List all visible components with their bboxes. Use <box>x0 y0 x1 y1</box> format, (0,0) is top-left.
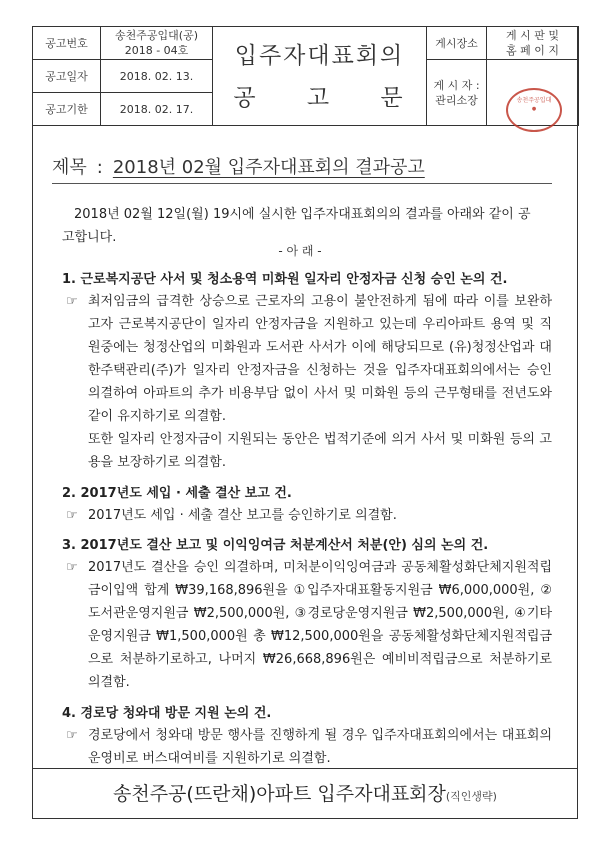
poster-cell <box>427 60 487 126</box>
pointing-hand-icon: ☞ <box>66 294 78 309</box>
notice-date-value: 2018. 02. 13. <box>101 60 213 93</box>
seal-text: 송천주공입대 <box>516 97 552 104</box>
footer-signer: 송천주공(뜨란채)아파트 입주자대표회장 <box>113 783 446 805</box>
subject-label: 제목 <box>52 157 87 178</box>
notice-no-label: 공고번호 <box>33 27 101 60</box>
post-location-value <box>487 27 579 60</box>
section-4-title: 4. 경로당 청와대 방문 지원 논의 건. <box>62 706 272 721</box>
subject-text: 2018년 02월 입주자대표회의 결과공고 <box>112 157 425 178</box>
post-location-line1: 게 시 판 및 <box>506 29 559 42</box>
notice-deadline-value: 2018. 02. 17. <box>101 93 213 126</box>
section-2 <box>62 484 552 527</box>
notice-date-label: 공고일자 <box>33 60 101 93</box>
subject-colon: : <box>96 157 103 178</box>
poster-value: 관리소장 <box>435 93 478 107</box>
pointing-hand-icon: ☞ <box>66 728 78 743</box>
notice-title <box>213 27 427 126</box>
post-location-label: 게시장소 <box>427 27 487 60</box>
section-4-para-1: 경로당에서 청와대 방문 행사를 진행하게 될 경우 입주자대표회의에서는 대표회의 운영비로 버스대여비를 지원하기로 의결함. <box>88 728 552 766</box>
subject-line <box>52 153 552 184</box>
section-1-para-2: 또한 일자리 안정자금이 지원되는 동안은 법적기준에 의거 사서 및 미화원 등의 고용을 보장하기로 의결함. <box>88 432 552 470</box>
notice-header-table <box>32 26 579 126</box>
footer-note: (직인생략) <box>445 790 497 803</box>
footer-signature <box>32 768 578 819</box>
section-3-title: 3. 2017년도 결산 보고 및 이익잉여금 처분계산서 처분(안) 심의 논의 건. <box>62 538 489 553</box>
section-4 <box>62 704 552 770</box>
section-1-para-1: 최저임금의 급격한 상승으로 근로자의 고용이 불안전하게 됨에 따라 이를 보완하고자 근로복지공단이 일자리 안정자금을 지원하고 있는데 우리아파트 용역 및 직원중에는 청정산업의 미화원과 도서관 사서가 이에 해당되므로 (유)청정산업과 대한주택관리(주)가 일자리 안정자금을 신청하는 것을 입주자대표회의에서는 승인 의결하여 아파트의 추가 비용부담 없이 사서 및 미화원 등의 근무형태를 전년도와 같이 유지하기로 의결함. <box>88 294 552 424</box>
section-2-title: 2. 2017년도 세입 · 세출 결산 보고 건. <box>62 486 292 501</box>
notice-no-value-line2: 2018 - 04호 <box>124 44 189 57</box>
section-1-title: 1. 근로복지공단 사서 및 청소용역 미화원 일자리 안정자금 신청 승인 논의 건. <box>62 272 508 287</box>
notice-deadline-label: 공고기한 <box>33 93 101 126</box>
section-1-body <box>62 290 552 474</box>
section-1 <box>62 270 552 474</box>
poster-label: 게 시 자 : <box>433 78 480 92</box>
pointing-hand-icon: ☞ <box>66 508 78 523</box>
section-3-body <box>62 556 552 694</box>
pointing-hand-icon: ☞ <box>66 560 78 575</box>
intro-paragraph: 2018년 02월 12일(월) 19시에 실시한 입주자대표회의의 결과를 아래와 같이 공고합니다. <box>62 207 531 245</box>
title-line1: 입주자대표회의 <box>234 43 405 69</box>
section-3-para-1: 2017년도 결산을 승인 의결하며, 미처분이익잉여금과 공동체활성화단체지원적립금이입액 합계 ₩39,168,896원을 ①입주자대표활동지원금 ₩6,000,000원, ②도서관운영지원금 ₩2,500,000원, ③경로당운영지원금 ₩2,500,000원, ④기타운영지원금 ₩1,500,000원 총 ₩12,500,000원을 공동체활성화단체지원적립금으로 처분하기로하고, 나머지 ₩26,668,896원은 예비비적립금으로 처분하기로 의결함. <box>88 560 552 690</box>
title-line2: 공 고 문 <box>233 85 406 111</box>
section-2-para-1: 2017년도 세입 · 세출 결산 보고를 승인하기로 의결함. <box>88 508 397 523</box>
section-4-body <box>62 724 552 770</box>
section-2-body <box>62 504 552 527</box>
ara-heading: - 아 래 - <box>278 244 322 258</box>
official-seal-stamp: 송천주공입대 ● <box>506 88 562 132</box>
notice-no-value <box>101 27 213 60</box>
post-location-line2: 홈 페 이 지 <box>506 44 559 57</box>
notice-no-value-line1: 송천주공입대(공) <box>115 29 198 42</box>
section-3 <box>62 536 552 694</box>
